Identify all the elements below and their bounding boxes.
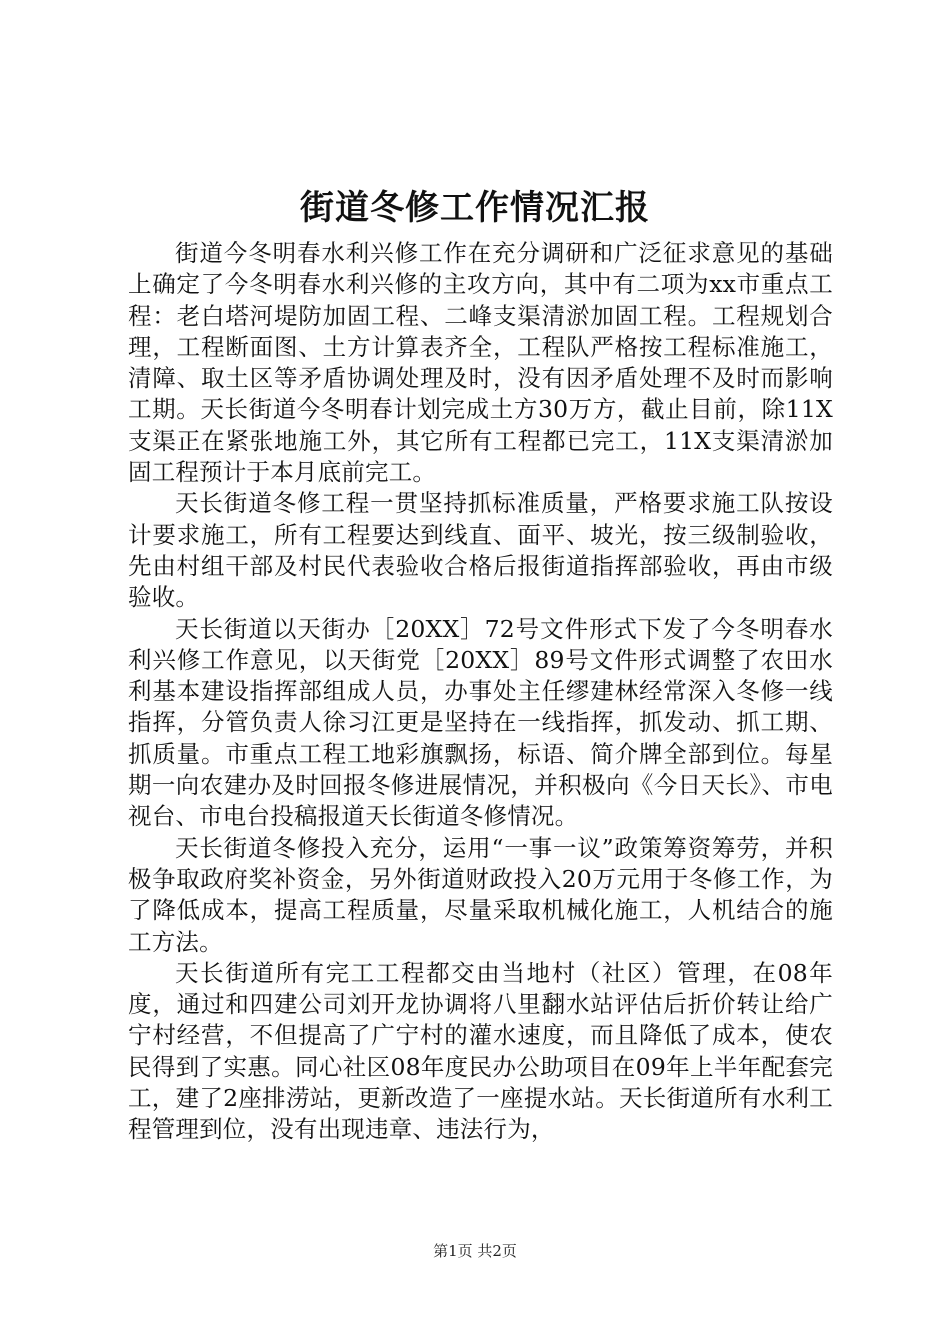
paragraph-2: 天长街道冬修工程一贯坚持抓标准质量，严格要求施工队按设计要求施工，所有工程要达到线直、面平、坡光，按三级制验收，先由村组干部及村民代表验收合格后报街道指挥部验收，再由市级验收。 (128, 489, 833, 612)
document-body (128, 238, 833, 1146)
document-title: 街道冬修工作情况汇报 (300, 188, 650, 228)
paragraph-1: 街道今冬明春水利兴修工作在充分调研和广泛征求意见的基础上确定了今冬明春水利兴修的主攻方向，其中有二项为xx市重点工程：老白塔河堤防加固工程、二峰支渠清淤加固工程。工程规划合理，工程断面图、土方计算表齐全，工程队严格按工程标准施工，清障、取土区等矛盾协调处理及时，没有因矛盾处理不及时而影响工期。天长街道今冬明春计划完成土方30万方，截止目前，除11X支渠正在紧张地施工外，其它所有工程都已完工，11X支渠清淤加固工程预计于本月底前完工。 (128, 239, 833, 487)
paragraph-3: 天长街道以天街办［20XX］72号文件形式下发了今冬明春水利兴修工作意见，以天街党［20XX］89号文件形式调整了农田水利基本建设指挥部组成人员，办事处主任缪建林经常深入冬修一线指挥，分管负责人徐习江更是坚持在一线指挥，抓发动、抓工期、抓质量。市重点工程工地彩旗飘扬，标语、简介牌全部到位。每星期一向农建办及时回报冬修进展情况，并积极向《今日天长》、市电视台、市电台投稿报道天长街道冬修情况。 (128, 614, 833, 831)
paragraph-5: 天长街道所有完工工程都交由当地村（社区）管理，在08年度，通过和四建公司刘开龙协调将八里翻水站评估后折价转让给广宁村经营，不但提高了广宁村的灌水速度，而且降低了成本，使农民得到了实惠。同心社区08年度民办公助项目在09年上半年配套完工，建了2座排涝站，更新改造了一座提水站。天长街道所有水利工程管理到位，没有出现违章、违法行为， (128, 958, 833, 1144)
page-number-footer: 第1页 共2页 (433, 1242, 517, 1260)
paragraph-4: 天长街道冬修投入充分，运用“一事一议”政策筹资筹劳，并积极争取政府奖补资金，另外街道财政投入20万元用于冬修工作，为了降低成本，提高工程质量，尽量采取机械化施工，人机结合的施工方法。 (128, 833, 833, 956)
